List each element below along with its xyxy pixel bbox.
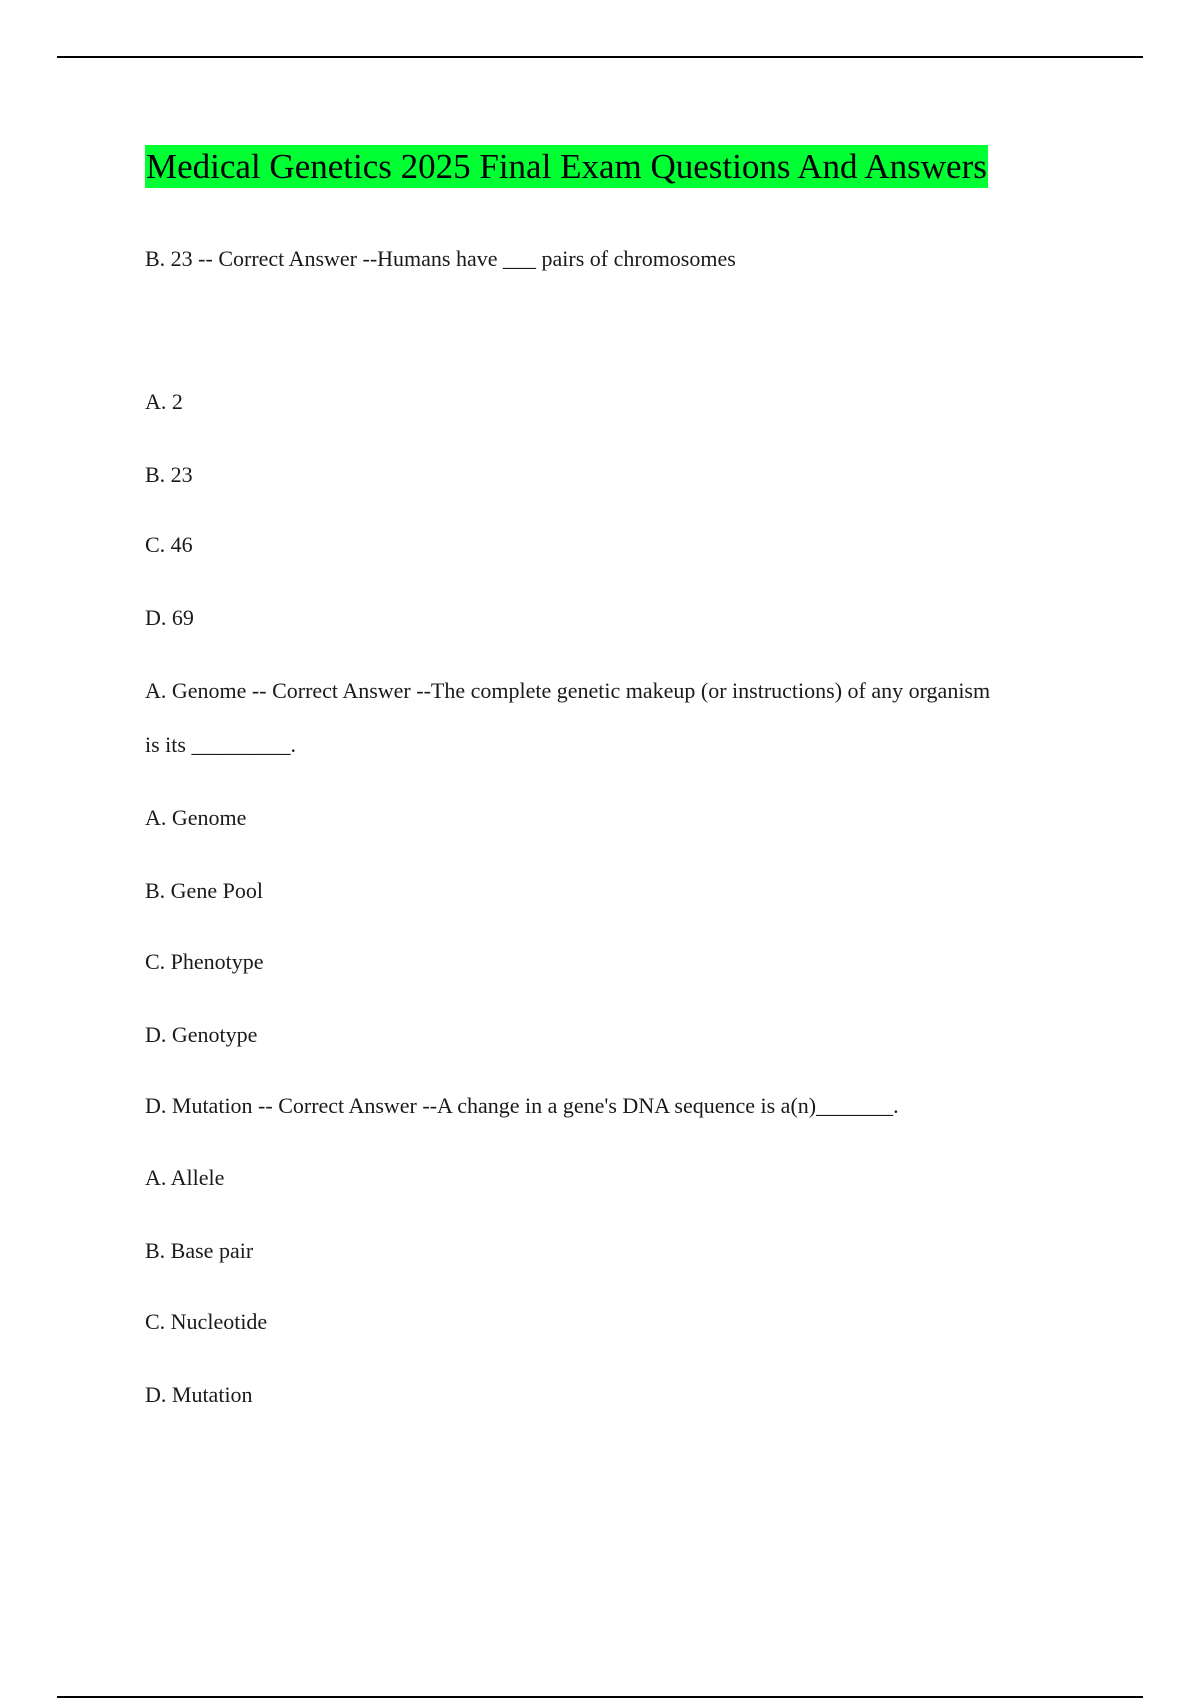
question-3-answer: D. Mutation -- Correct Answer --A change in a gene's DNA sequence is a(n)_______. <box>145 1093 899 1118</box>
question-2-option-b: B. Gene Pool <box>145 878 263 903</box>
question-1-option-b: B. 23 <box>145 462 193 487</box>
question-2-option-a: A. Genome <box>145 805 247 830</box>
question-1-option-d: D. 69 <box>145 605 194 630</box>
document-title <box>145 144 988 189</box>
question-1-answer: B. 23 -- Correct Answer --Humans have ___ pairs of chromosomes <box>145 246 736 271</box>
question-2-option-d: D. Genotype <box>145 1022 258 1047</box>
question-3-option-c: C. Nucleotide <box>145 1309 268 1334</box>
question-3-option-a: A. Allele <box>145 1165 225 1190</box>
footer-rule <box>57 1696 1143 1698</box>
question-1-option-c: C. 46 <box>145 532 193 557</box>
question-2-answer-line-2: is its _________. <box>145 732 296 757</box>
question-1-option-a: A. 2 <box>145 389 183 414</box>
header-rule <box>57 56 1143 58</box>
document-title-text: Medical Genetics 2025 Final Exam Questions And Answers <box>146 147 987 186</box>
question-3-option-d: D. Mutation <box>145 1382 253 1407</box>
question-3-option-b: B. Base pair <box>145 1238 254 1263</box>
question-2-option-c: C. Phenotype <box>145 949 264 974</box>
question-2-answer-line-1: A. Genome -- Correct Answer --The complete genetic makeup (or instructions) of any organism <box>145 678 991 703</box>
